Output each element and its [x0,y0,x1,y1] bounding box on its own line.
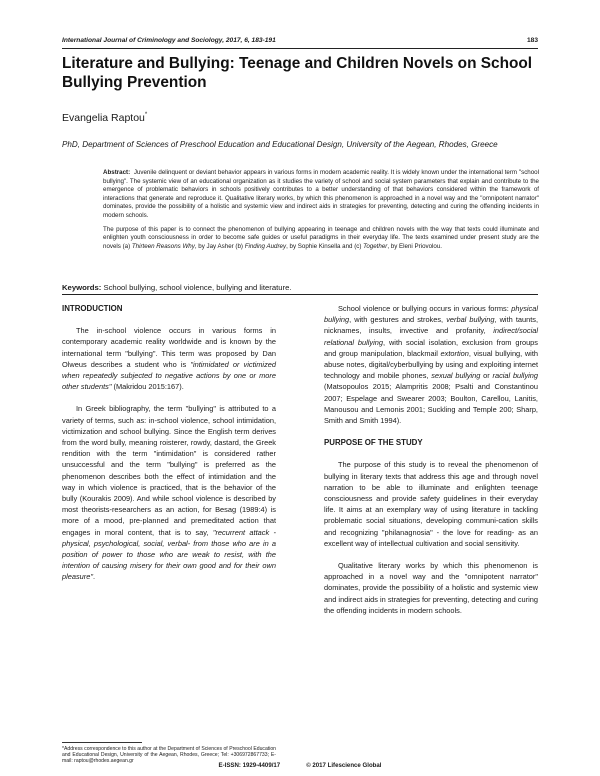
right-column [324,303,538,627]
footnote-rule [62,742,142,743]
forms-paragraph: School violence or bullying occurs in various forms: physical bullying, with gestures and strokes, verbal bullying, with taunts, nicknames, insults, invective and profanity, indirect/social relational bullying, with social isolation, exclusion from groups and group manipulation, blackmail extortion, visual bullying, with abuse notes, digital/cyberbullying by using and exploiting internet technology and mobile phones, sexual bullying or racial bullying (Matsopoulos 2015; Alampritis 2008; Psalti and Constantinou 2007; Espelage and Swearer 2003; Boulton, Carellou, Lanitis, Manousou and Lemonis 2001; Suckling and Temple 200; Sharp, Smith and Smith 1994). [324,304,539,426]
purpose-heading: PURPOSE OF THE STUDY [324,438,423,448]
abstract [103,169,539,256]
intro-paragraph-2: In Greek bibliography, the term "bullying" is attributed to a variety of terms, such as: in-school violence, school intimidation, victimization and school bullying. Since the English term derives from the word bully, meaning roisterer, rowdy, dastard, the Greek rendition with the term "intimidation" is considered rather unsuccessful and the term "bullying" is preferred as the phenomenon describes both the effect of intimidation and the way in which violence is practiced, that is the behavior of the bully (Kourakis 2009). And while school violence is described by most theorists-researchers as an action, for Besag (1989:4) is more of a mood, pre-planned and premeditated action that engages in moral content, that is to say, "recurrent attack - physical, psychological, social, verbal- from those who are in a position of power to those who are weak to resist, with the intention of causing misery for their own good and for their own pleasure". [62,404,276,582]
article-title: Literature and Bullying: Teenage and Children Novels on School Bullying Prevention [62,55,533,91]
intro-paragraph-1: The in-school violence occurs in various forms in contemporary academic reality worldwide and is known by the international term "bullying". This term was proposed by Dan Olweus describes a student who is "intimidated or victimized when repeatedly subjected to negative actions by one or more other students" (Makridou 2015:167). [62,326,276,392]
abstract-label: Abstract: [103,169,131,176]
keywords-text: School bullying, school violence, bullying and literature. [103,283,292,292]
footnote: *Address correspondence to this author at the Department of Sciences of Preschool Education and Educational Design, University of the Aegean, Rhodes, Greece; Tel: +306972867733; E-mail: raptou@rhodes.aegean.gr [62,746,276,765]
purpose-paragraph-2: Qualitative literary works by which this phenomenon is approached in a novel way and the "omnipotent narrator" dominates, provide the possibility of a holistic and systemic view and indirect aids in strategies for preventing, detecting and curing the offending incidents in modern schools. [324,561,538,615]
keywords-rule [62,294,538,295]
keywords [62,283,542,292]
author-name: Evangelia Raptou* [62,112,148,124]
abstract-paragraph-1: Abstract: Juvenile delinquent or deviant behavior appears in various forms in modern academic reality. It is widely known under the international term "school bullying". The systemic view of an educational organization as it studies the variety of school and social system parameters that explain and contribute to the emergence of problematic behaviors in schools positively contributes to a better understanding of that behaviors considered within the framework of interactions that generate and reproduce it. Qualitative literary works, by which this phenomenon is approached in a novel way and the "omnipotent narrator" dominates, provide the possibility of a holistic and systemic view and indirect aids in strategies for preventing, detecting and curing the offending incidents in modern schools. [103,169,539,219]
author-mark: * [144,112,148,118]
journal-line: International Journal of Criminology and Sociology, 2017, 6, 183-191 [62,37,276,44]
purpose-paragraph-1: The purpose of this study is to reveal the phenomenon of bullying in literary texts that address this age and through novel narration to be able to illuminate and enlighten teenage consciousness and provide safety guidelines in their everyday life. It aims at an exemplary way of using literature in tackling problematic social situations, developing communi-cation skills and recognizing "philanagnosia" - the love for reading- as an excellent way of intellectual cultivation and social sensitivity. [324,460,538,548]
introduction-heading: INTRODUCTION [62,304,123,313]
abstract-paragraph-2: The purpose of this paper is to connect the phenomenon of bullying appearing in teenage and children novels with the way that texts could illuminate and enlighten youth consciousness in order to become safe guides or useful paradigms in their everyday life. The texts examined under present study are the novels (a) Thirteen Reasons Why, by Jay Asher (b) Finding Audrey, by Sophie Kinsella and (c) Together, by Eleni Priovolou. [103,225,539,250]
keywords-label: Keywords: [62,283,102,292]
issn: E-ISSN: 1929-4409/17 [218,762,281,769]
left-column [62,303,276,594]
page-footer [62,762,538,769]
copyright: © 2017 Lifescience Global [306,762,382,769]
affiliation: PhD, Department of Sciences of Preschool Education and Educational Design, University of the Aegean, Rhodes, Greece [62,140,498,149]
page-number: 183 [526,37,538,44]
header-rule [62,48,538,49]
